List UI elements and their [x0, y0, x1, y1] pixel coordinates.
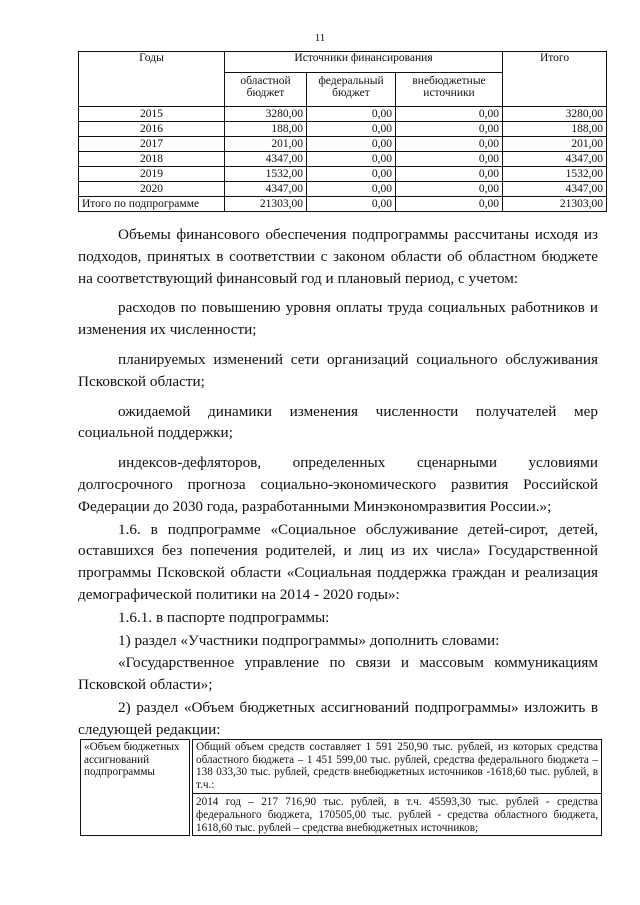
- regional-cell: 188,00: [225, 122, 307, 137]
- regional-cell: 4347,00: [225, 152, 307, 167]
- header-sources: Источники финансирования: [225, 52, 503, 73]
- year-cell: 2019: [79, 167, 225, 182]
- budget-text-cell: [192, 739, 602, 836]
- extra-cell: 0,00: [396, 107, 503, 122]
- extra-cell: 0,00: [396, 152, 503, 167]
- total-label-cell: Итого по подпрограмме: [79, 197, 225, 212]
- table-row: [79, 137, 607, 152]
- regional-cell: 4347,00: [225, 182, 307, 197]
- paragraph: ожидаемой динамики изменения численности получателей мер социальной поддержки;: [78, 402, 598, 442]
- paragraph: Объемы финансового обеспечения подпрограммы рассчитаны исходя из подходов, принятых в соответствии с законом области об областном бюджете на соответствующий финансовый год и плановый период, с учетом:: [78, 226, 598, 287]
- table-row: [79, 167, 607, 182]
- federal-cell: 0,00: [307, 107, 396, 122]
- paragraph: индексов-дефляторов, определенных сценарными условиями долгосрочного прогноза социально-экономического развития Российской Федерации до 2030 года, разработанными Минэкономразвития России.»;: [78, 454, 598, 515]
- federal-cell: 0,00: [307, 167, 396, 182]
- table-row: [79, 152, 607, 167]
- table-row: [79, 182, 607, 197]
- regional-cell: 21303,00: [225, 197, 307, 212]
- regional-cell: 1532,00: [225, 167, 307, 182]
- total-cell: 4347,00: [503, 182, 607, 197]
- year-cell: 2020: [79, 182, 225, 197]
- table-row: [79, 107, 607, 122]
- body-text: [78, 224, 598, 741]
- paragraph: расходов по повышению уровня оплаты труда социальных работников и изменения их численности;: [78, 299, 598, 339]
- year-cell: 2015: [79, 107, 225, 122]
- paragraph: 2) раздел «Объем бюджетных ассигнований подпрограммы» изложить в следующей редакции:: [78, 698, 598, 738]
- header-federal: федеральный бюджет: [307, 73, 396, 107]
- budget-total-text: Общий объем средств составляет 1 591 250,90 тыс. рублей, из которых средства областного бюджета – 1 451 599,00 тыс. рублей, средства федерального бюджета – 138 033,30 тыс. рублей, средств внебюджетных источников -1618,60 тыс. рублей, в т.ч.:: [196, 741, 598, 791]
- federal-cell: 0,00: [307, 137, 396, 152]
- extra-cell: 0,00: [396, 122, 503, 137]
- federal-cell: 0,00: [307, 197, 396, 212]
- year-cell: 2017: [79, 137, 225, 152]
- paragraph: «Государственное управление по связи и массовым коммуникациям Псковской области»;: [78, 654, 598, 694]
- federal-cell: 0,00: [307, 122, 396, 137]
- total-cell: 4347,00: [503, 152, 607, 167]
- federal-cell: 0,00: [307, 182, 396, 197]
- regional-cell: 201,00: [225, 137, 307, 152]
- header-regional: областной бюджет: [225, 73, 307, 107]
- financing-table: [78, 51, 607, 212]
- paragraph: 1.6.1. в паспорте подпрограммы:: [118, 608, 330, 626]
- federal-cell: 0,00: [307, 152, 396, 167]
- regional-cell: 3280,00: [225, 107, 307, 122]
- extra-cell: 0,00: [396, 167, 503, 182]
- table-row: [79, 122, 607, 137]
- paragraph: 1) раздел «Участники подпрограммы» дополнить словами:: [118, 631, 500, 649]
- budget-year-text: 2014 год – 217 716,90 тыс. рублей, в т.ч. 45593,30 тыс. рублей - средства федерального бюджета, 170505,00 тыс. рублей - средства областного бюджета, 1618,60 тыс. рублей – средства внебюджетных источников;: [196, 796, 598, 834]
- total-cell: 3280,00: [503, 107, 607, 122]
- total-cell: 1532,00: [503, 167, 607, 182]
- extra-cell: 0,00: [396, 197, 503, 212]
- page-number: 11: [314, 32, 326, 44]
- header-years: Годы: [79, 52, 225, 107]
- year-cell: 2016: [79, 122, 225, 137]
- extra-cell: 0,00: [396, 182, 503, 197]
- table-row-total: [79, 197, 607, 212]
- total-cell: 21303,00: [503, 197, 607, 212]
- header-total: Итого: [503, 52, 607, 107]
- paragraph: 1.6. в подпрограмме «Социальное обслуживание детей-сирот, детей, оставшихся без попечения родителей, и лиц из их числа» Государственной программы Псковской области «Социальная поддержка граждан и реализация демографической политики на 2014 - 2020 годы»:: [78, 520, 598, 603]
- budget-allocations-table: [78, 737, 604, 838]
- year-cell: 2018: [79, 152, 225, 167]
- extra-cell: 0,00: [396, 137, 503, 152]
- row-divider: [193, 793, 601, 794]
- paragraph: планируемых изменений сети организаций социального обслуживания Псковской области;: [78, 350, 598, 390]
- budget-label-cell: «Объем бюджетных ассигнований подпрограммы: [80, 739, 190, 836]
- total-cell: 188,00: [503, 122, 607, 137]
- total-cell: 201,00: [503, 137, 607, 152]
- header-extra: внебюджетные источники: [396, 73, 503, 107]
